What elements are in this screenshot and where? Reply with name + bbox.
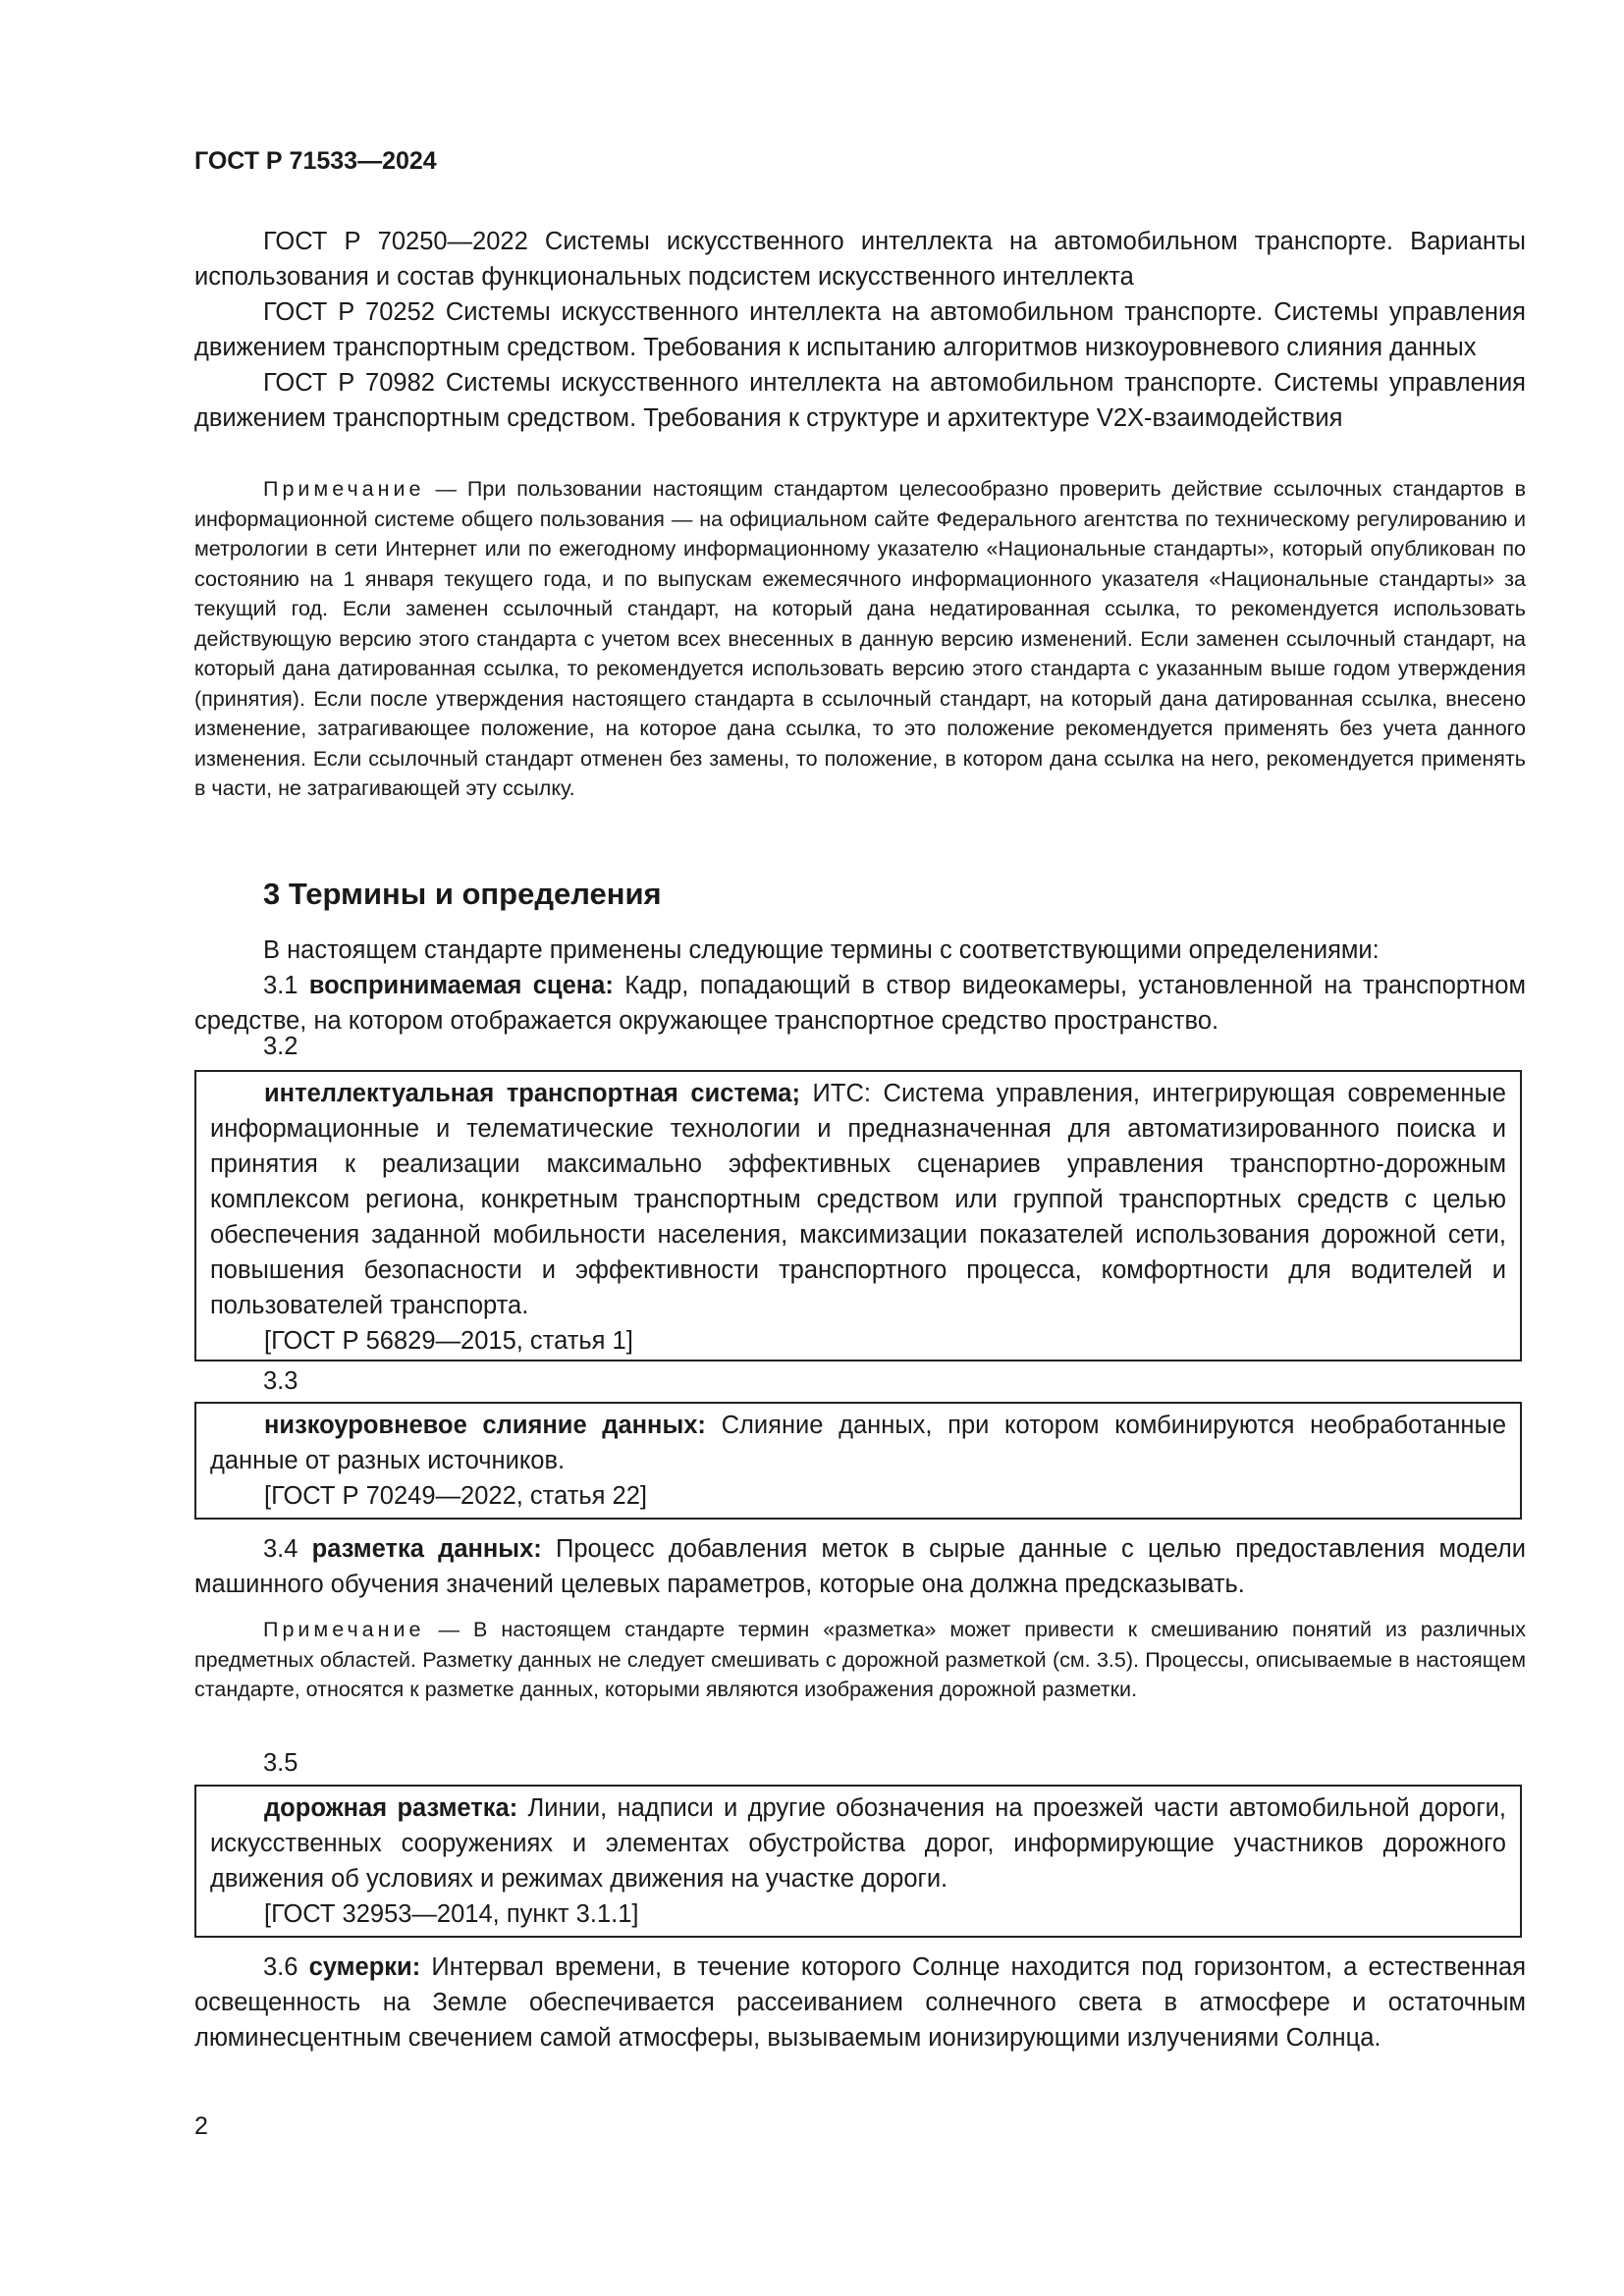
term-3-4-block xyxy=(194,1531,1526,1602)
term-box-3-2 xyxy=(194,1070,1522,1362)
note-1 xyxy=(194,474,1526,804)
term-source: [ГОСТ Р 70249—2022, статья 22] xyxy=(264,1482,647,1510)
term-name: воспринимаемая сцена: xyxy=(308,972,614,999)
note-label: Примечание xyxy=(263,1618,425,1641)
term-source: [ГОСТ Р 56829—2015, статья 1] xyxy=(264,1327,633,1355)
term-source: [ГОСТ 32953—2014, пункт 3.1.1] xyxy=(264,1900,639,1928)
term-3-4: 3.4 разметка данных: Процесс добавления меток в сырые данные с целью предоставления модели машинного обучения значений целевых параметров, которые она должна предсказывать. xyxy=(194,1535,1526,1598)
term-3-6-block xyxy=(194,1949,1526,2056)
term-definition: Интервал времени, в течение которого Солнце находится под горизонтом, а естественная освещенность на Земле обеспечивается рассеиванием солнечного света в атмосфере и остаточным люминесцентным свечением самой атмосферы, вызываемым ионизирующими излучениями Солнца. xyxy=(194,1953,1527,2052)
reference-item: ГОСТ Р 70982 Системы искусственного интеллекта на автомобильном транспорте. Системы управления движением транспортным средством. Требования к структуре и архитектуре V2X-взаимодействия xyxy=(194,369,1526,432)
term-definition: ИТС: Система управления, интегрирующая современные информационные и телематические технологии и предназначенная для автоматизированного поиска и принятия к реализации максимально эффективных сценариев управления транспортно-дорожным комплексом региона, конкретным транспортным средством или группой транспортных средств с целью обеспечения заданной мобильности населения, максимизации показателей использования дорожной сети, повышения безопасности и эффективности транспортного процесса, комфортности для водителей и пользователей транспорта. xyxy=(210,1080,1506,1319)
term-name: интеллектуальная транспортная система; xyxy=(264,1080,800,1107)
term-definition: Кадр, попадающий в створ видеокамеры, установленной на транспортном средстве, на котором отображается окружающее транспортное средство пространство. xyxy=(194,972,1526,1035)
term-number: 3.5 xyxy=(263,1749,298,1777)
section-intro-block xyxy=(194,933,1526,1039)
note-text: — При пользовании настоящим стандартом целесообразно проверить действие ссылочных стандартов в информационной системе общего пользования — на официальном сайте Федерального агентства по техническому регулированию и метрологии в сети Интернет или по ежегодному информационному указателю «Национальные стандарты», который опубликован по состоянию на 1 января текущего года, и по выпускам ежемесячного информационного указателя «Национальные стандарты» за текущий год. Если заменен ссылочный стандарт, на который дана недатированная ссылка, то рекомендуется использовать действующую версию этого стандарта с учетом всех внесенных в данную версию изменений. Если заменен ссылочный стандарт, на который дана датированная ссылка, то рекомендуется использовать версию этого стандарта с указанным выше годом утверждения (принятия). Если после утверждения настоящего стандарта в ссылочный стандарт, на который дана датированная ссылка, внесено изменение, затрагивающее положение, на которое дана ссылка, то это положение рекомендуется применять без учета данного изменения. Если ссылочный стандарт отменен без замены, то положение, в котором дана ссылка на него, рекомендуется применять в части, не затрагивающей эту ссылку. xyxy=(194,477,1527,800)
references-list xyxy=(194,224,1526,436)
term-definition: Слияние данных, при котором комбинируются необработанные данные от разных источников. xyxy=(210,1412,1506,1474)
reference-item: ГОСТ Р 70252 Системы искусственного интеллекта на автомобильном транспорте. Системы управления движением транспортным средством. Требования к испытанию алгоритмов низкоуровневого слияния данных xyxy=(194,298,1526,361)
note-label: Примечание xyxy=(263,477,425,501)
note-text: — В настоящем стандарте термин «разметка» может привести к смешиванию понятий из различных предметных областей. Разметку данных не следует смешивать с дорожной разметкой (см. 3.5). Процессы, описываемые в настоящем стандарте, относятся к разметке данных, которыми являются изображения дорожной разметки. xyxy=(194,1618,1526,1701)
term-number: 3.3 xyxy=(263,1367,298,1395)
section-intro: В настоящем стандарте применены следующие термины с соответствующими определениями: xyxy=(263,936,1380,964)
term-name: сумерки: xyxy=(308,1953,421,1981)
term-3-6: 3.6 сумерки: Интервал времени, в течение которого Солнце находится под горизонтом, а естественная освещенность на Земле обеспечивается рассеиванием солнечного света в атмосфере и остаточным люминесцентным свечением самой атмосферы, вызываемым ионизирующими излучениями Солнца. xyxy=(194,1953,1527,2052)
term-name: низкоуровневое слияние данных: xyxy=(264,1412,706,1439)
term-number: 3.2 xyxy=(263,1033,298,1060)
note-2 xyxy=(194,1615,1526,1705)
term-3-1: 3.1 воспринимаемая сцена: Кадр, попадающий в створ видеокамеры, установленной на транспортном средстве, на котором отображается окружающее транспортное средство пространство. xyxy=(194,972,1526,1035)
term-name: дорожная разметка: xyxy=(264,1794,518,1822)
section-title: 3 Термины и определения xyxy=(263,877,662,911)
term-box-3-5 xyxy=(194,1785,1522,1938)
term-definition: Процесс добавления меток в сырые данные с целью предоставления модели машинного обучения значений целевых параметров, которые она должна предсказывать. xyxy=(194,1535,1526,1598)
term-definition: Линии, надписи и другие обозначения на проезжей части автомобильной дороги, искусственных сооружениях и элементах обустройства дорог, информирующие участников дорожного движения об условиях и режимах движения на участке дороги. xyxy=(210,1794,1506,1893)
term-box-3-3 xyxy=(194,1402,1522,1520)
page-number: 2 xyxy=(194,2112,208,2140)
document-header: ГОСТ Р 71533—2024 xyxy=(194,147,437,175)
term-name: разметка данных: xyxy=(311,1535,542,1563)
reference-item: ГОСТ Р 70250—2022 Системы искусственного интеллекта на автомобильном транспорте. Варианты использования и состав функциональных подсистем искусственного интеллекта xyxy=(194,228,1526,291)
